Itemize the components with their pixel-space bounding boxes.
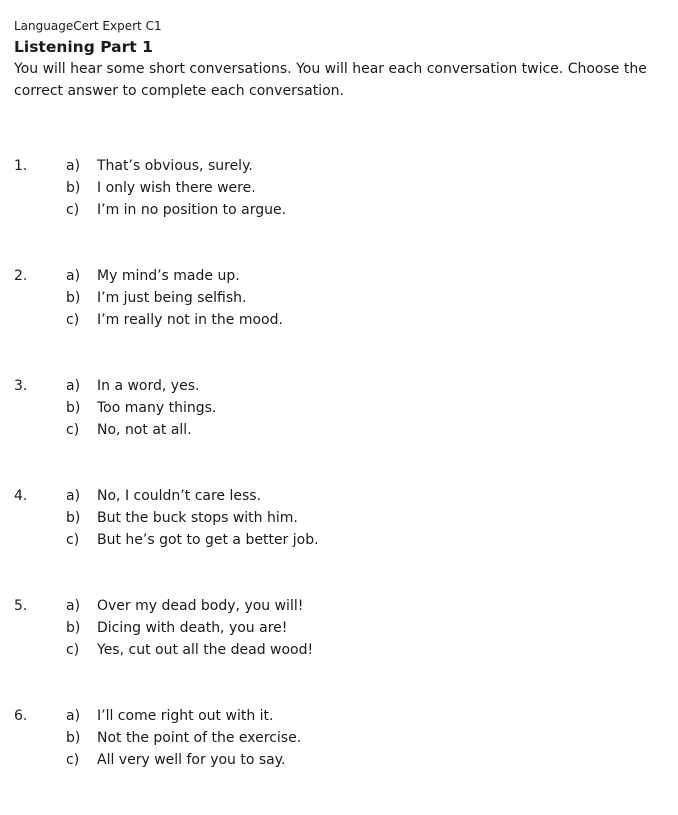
option-text: Too many things. xyxy=(97,400,217,416)
option-c xyxy=(66,419,216,441)
answer-options xyxy=(66,375,216,441)
option-text: Yes, cut out all the dead wood! xyxy=(97,642,314,658)
option-text: My mind’s made up. xyxy=(97,268,240,284)
option-c xyxy=(66,749,301,771)
option-a xyxy=(66,375,216,397)
option-a xyxy=(66,595,313,617)
option-text: I’m really not in the mood. xyxy=(97,312,283,328)
option-text: Dicing with death, you are! xyxy=(97,620,288,636)
option-b xyxy=(66,287,283,309)
option-text: That’s obvious, surely. xyxy=(97,158,253,174)
question-6 xyxy=(14,705,664,815)
option-b xyxy=(66,617,313,639)
option-letter: c) xyxy=(66,642,80,658)
option-a xyxy=(66,265,283,287)
option-text: But he’s got to get a better job. xyxy=(97,532,319,548)
answer-options xyxy=(66,265,283,331)
answer-options xyxy=(66,485,319,551)
answer-options xyxy=(66,595,313,661)
option-letter: b) xyxy=(66,180,81,196)
option-b xyxy=(66,507,319,529)
option-b xyxy=(66,397,216,419)
question-5 xyxy=(14,595,664,705)
question-2 xyxy=(14,265,664,375)
option-b xyxy=(66,727,301,749)
option-b xyxy=(66,177,286,199)
question-number: 6. xyxy=(14,708,28,724)
option-letter: b) xyxy=(66,510,81,526)
question-list xyxy=(14,155,664,815)
option-c xyxy=(66,309,283,331)
question-number: 2. xyxy=(14,268,28,284)
option-letter: b) xyxy=(66,620,81,636)
option-letter: b) xyxy=(66,290,81,306)
option-letter: c) xyxy=(66,202,80,218)
document-header xyxy=(14,16,670,102)
option-text: All very well for you to say. xyxy=(97,752,286,768)
option-letter: a) xyxy=(66,158,81,174)
question-number: 4. xyxy=(14,488,28,504)
option-letter: a) xyxy=(66,268,81,284)
question-4 xyxy=(14,485,664,595)
option-text: In a word, yes. xyxy=(97,378,200,394)
option-c xyxy=(66,529,319,551)
option-text: I’ll come right out with it. xyxy=(97,708,274,724)
question-1 xyxy=(14,155,664,265)
question-number: 1. xyxy=(14,158,28,174)
option-text: I’m in no position to argue. xyxy=(97,202,287,218)
option-text: Not the point of the exercise. xyxy=(97,730,302,746)
exam-subtitle: LanguageCert Expert C1 xyxy=(14,19,162,33)
option-a xyxy=(66,705,301,727)
option-letter: c) xyxy=(66,312,80,328)
option-letter: b) xyxy=(66,730,81,746)
answer-options xyxy=(66,155,286,221)
option-text: I only wish there were. xyxy=(97,180,256,196)
option-letter: a) xyxy=(66,488,81,504)
option-text: But the buck stops with him. xyxy=(97,510,298,526)
answer-options xyxy=(66,705,301,771)
option-letter: a) xyxy=(66,708,81,724)
option-c xyxy=(66,639,313,661)
question-number: 5. xyxy=(14,598,28,614)
option-letter: c) xyxy=(66,752,80,768)
option-letter: c) xyxy=(66,422,80,438)
option-letter: b) xyxy=(66,400,81,416)
question-number: 3. xyxy=(14,378,28,394)
option-text: I’m just being selfish. xyxy=(97,290,247,306)
option-text: No, not at all. xyxy=(97,422,192,438)
option-a xyxy=(66,155,286,177)
option-letter: a) xyxy=(66,378,81,394)
option-a xyxy=(66,485,319,507)
option-letter: c) xyxy=(66,532,80,548)
option-c xyxy=(66,199,286,221)
option-text: No, I couldn’t care less. xyxy=(97,488,262,504)
option-text: Over my dead body, you will! xyxy=(97,598,304,614)
question-3 xyxy=(14,375,664,485)
option-letter: a) xyxy=(66,598,81,614)
instructions-text: You will hear some short conversations. You will hear each conversation twice. Choose the correct answer to complete each conversation. xyxy=(14,61,647,99)
section-title: Listening Part 1 xyxy=(14,38,153,56)
